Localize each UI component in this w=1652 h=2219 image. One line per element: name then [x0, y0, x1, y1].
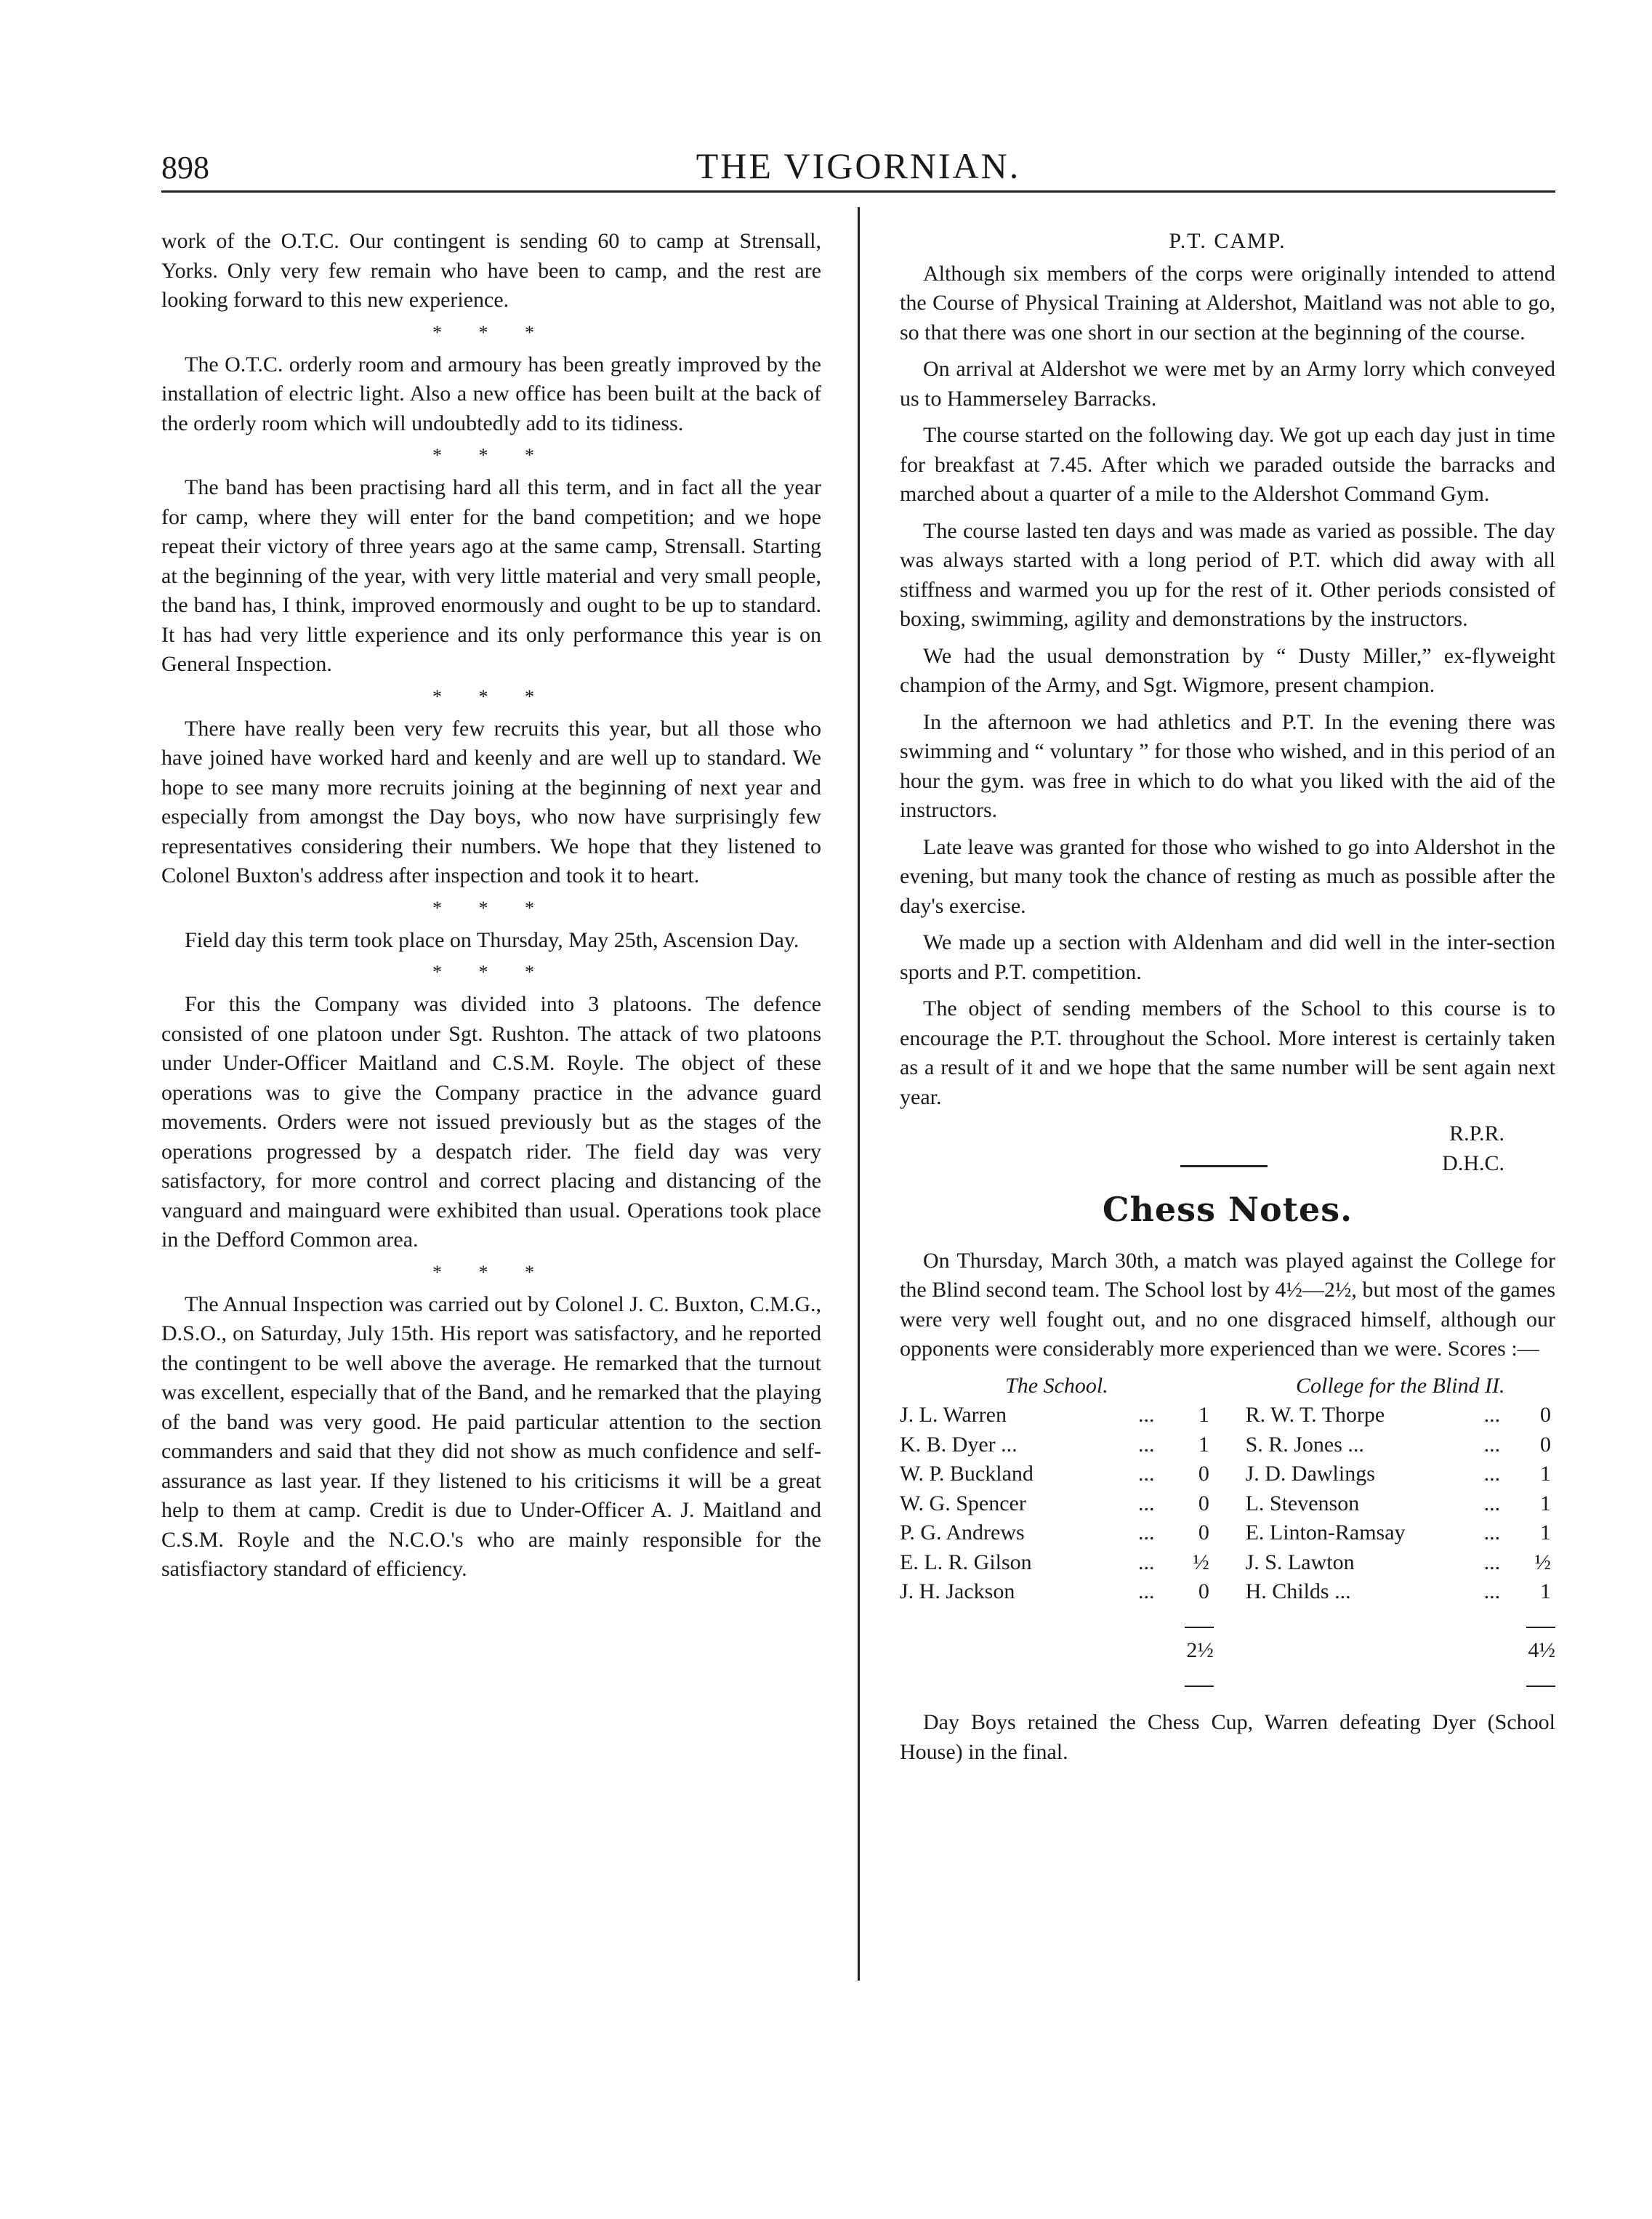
- column-divider: [858, 207, 860, 1981]
- player-name: S. R. Jones ...: [1245, 1432, 1364, 1457]
- leader-dots: ...: [1138, 1521, 1155, 1545]
- player-name: J. S. Lawton: [1245, 1550, 1355, 1574]
- paragraph: We had the usual demonstration by “ Dusty Miller,” ex-flyweight champion of the Army, and Sgt. Wigmore, present champion.: [900, 643, 1555, 697]
- right-column: [900, 227, 1555, 1774]
- total-school: 2½: [1186, 1638, 1214, 1662]
- player-name: J. H. Jackson: [900, 1579, 1015, 1603]
- leader-dots: ...: [1483, 1579, 1501, 1603]
- paragraph: The Annual Inspection was carried out by Colonel J. C. Buxton, C.M.G., D.S.O., on Saturday, July 15th. His report was satisfactory, and he reported the contingent to be well above the average. He remarked that the turnout was excellent, especially that of the Band, and he remarked that the playing of the band was very good. He paid particular attention to the section commanders and said that they did not show as much confidence and self-assurance as last year. If they listened to his criticisms it will be a great help to them at camp. Credit is due to Under-Officer A. J. Maitland and C.S.M. Royle and the N.C.O.'s who are mainly responsible for the satisfiactory standard of efficiency.: [161, 1292, 821, 1581]
- player-score: 0: [1540, 1403, 1551, 1427]
- leader-dots: ...: [1138, 1579, 1155, 1603]
- leader-dots: ...: [1483, 1550, 1501, 1574]
- paragraph: The course started on the following day. We got up each day just in time for breakfast at 7.45. After which we paraded outside the barracks and marched about a quarter of a mile to the Aldershot Command Gym.: [900, 423, 1555, 506]
- total-rule-row: [900, 1666, 1555, 1696]
- table-header-row: [900, 1372, 1555, 1401]
- page-number: 898: [161, 150, 209, 185]
- player-score: 0: [1198, 1579, 1209, 1603]
- paragraph: The band has been practising hard all this term, and in fact all the year for camp, where they will enter for the band competition; and we hope repeat their victory of three years ago at the same camp, Strensall. Starting at the beginning of the year, with very little material and very small people, the band has, I think, improved enormously and ought to be up to standard. It has had very little experience and its only performance this year is on General Inspection.: [161, 475, 821, 676]
- running-title: THE VIGORNIAN.: [696, 145, 1021, 186]
- total-rule: [1185, 1627, 1214, 1628]
- paragraph: The O.T.C. orderly room and armoury has been greatly improved by the installation of electric light. Also a new office has been built at the back of the orderly room which will undoubtedly add to its tidiness.: [161, 352, 821, 435]
- paragraph: For this the Company was divided into 3 platoons. The defence consisted of one platoon under Sgt. Rushton. The attack of two platoons under Under-Officer Maitland and C.S.M. Royle. The object of these operations was to give the Company practice in the advance guard movements. Orders were not issued previously but as the stages of the operations progressed by a despatch rider. The field day was very satisfactory, for more control and correct placing and distancing of the vanguard and mainguard were exhibited than usual. Operations took place in the Defford Common area.: [161, 992, 821, 1252]
- player-score: 0: [1198, 1462, 1209, 1486]
- paragraph: Although six members of the corps were originally intended to attend the Course of Physical Training at Aldershot, Maitland was not able to go, so that there was one short in our section at the beginning of the course.: [900, 261, 1555, 345]
- player-score: 1: [1198, 1403, 1209, 1427]
- header-college: College for the Blind II.: [1296, 1373, 1505, 1398]
- player-score: 1: [1540, 1462, 1551, 1486]
- paragraph: On Thursday, March 30th, a match was played against the College for the Blind second team. The School lost by 4½—2½, but most of the games were very well fought out, and no one disgraced himself, although our opponents were considerably more experienced than we were. Scores :—: [900, 1248, 1555, 1361]
- paragraph: Day Boys retained the Chess Cup, Warren defeating Dyer (School House) in the final.: [900, 1710, 1555, 1764]
- section-separator: * * *: [432, 1261, 550, 1283]
- signature-1: [900, 1119, 1555, 1149]
- leader-dots: ...: [1483, 1491, 1501, 1515]
- section-heading: P.T. CAMP.: [1169, 229, 1286, 253]
- leader-dots: ...: [1483, 1462, 1501, 1486]
- player-name: L. Stevenson: [1245, 1491, 1360, 1515]
- total-rule-row: [900, 1607, 1555, 1637]
- player-name: E. L. R. Gilson: [900, 1550, 1032, 1574]
- paragraph: work of the O.T.C. Our contingent is sending 60 to camp at Strensall, Yorks. Only very few remain who have been to camp, and the rest are looking forward to this new experience.: [161, 229, 821, 312]
- leader-dots: ...: [1138, 1491, 1155, 1515]
- total-rule: [1526, 1627, 1555, 1628]
- paragraph: Field day this term took place on Thursday, May 25th, Ascension Day.: [185, 927, 799, 952]
- player-name: R. W. T. Thorpe: [1245, 1403, 1385, 1427]
- header-school: The School.: [1005, 1373, 1108, 1398]
- section-separator: * * *: [432, 962, 550, 983]
- player-name: E. Linton-Ramsay: [1245, 1521, 1406, 1545]
- paragraph: Late leave was granted for those who wished to go into Aldershot in the evening, but many took the chance of resting as much as possible after the day's exercise.: [900, 834, 1555, 918]
- leader-dots: ...: [1483, 1403, 1501, 1427]
- paragraph: The object of sending members of the School to this course is to encourage the P.T. throughout the School. More interest is certainly taken as a result of it and we hope that the same number will be sent again next year.: [900, 996, 1555, 1109]
- section-separator: * * *: [432, 897, 550, 919]
- player-name: K. B. Dyer ...: [900, 1432, 1018, 1457]
- page-header: [161, 142, 1555, 193]
- leader-dots: ...: [1138, 1550, 1155, 1574]
- total-college: 4½: [1528, 1638, 1555, 1662]
- table-row: [900, 1401, 1555, 1430]
- chess-heading: Chess Notes.: [1102, 1190, 1353, 1229]
- paragraph: We made up a section with Aldenham and did well in the inter-section sports and P.T. competition.: [900, 930, 1555, 984]
- signature-initials: R.P.R.: [1449, 1121, 1504, 1145]
- table-row: [900, 1577, 1555, 1607]
- table-row: [900, 1459, 1555, 1489]
- section-separator: * * *: [432, 445, 550, 466]
- section-separator: * * *: [432, 321, 550, 343]
- total-rule: [1185, 1686, 1214, 1687]
- paragraph: On arrival at Aldershot we were met by an Army lorry which conveyed us to Hammerseley Barracks.: [900, 357, 1555, 411]
- player-name: H. Childs ...: [1245, 1579, 1351, 1603]
- player-score: 1: [1540, 1521, 1551, 1545]
- leader-dots: ...: [1138, 1432, 1155, 1457]
- total-rule: [1526, 1686, 1555, 1687]
- signature-2: [900, 1149, 1555, 1179]
- section-end-rule: [1180, 1165, 1268, 1167]
- signature-initials: D.H.C.: [1442, 1151, 1504, 1175]
- player-name: W. G. Spencer: [900, 1491, 1026, 1515]
- table-row: [900, 1518, 1555, 1548]
- leader-dots: ...: [1138, 1403, 1155, 1427]
- player-name: P. G. Andrews: [900, 1521, 1025, 1545]
- player-score: ½: [1534, 1550, 1551, 1574]
- player-score: 1: [1540, 1491, 1551, 1515]
- player-score: 0: [1198, 1521, 1209, 1545]
- player-name: W. P. Buckland: [900, 1462, 1033, 1486]
- paragraph: There have really been very few recruits this year, but all those who have joined have worked hard and keenly and are well up to standard. We hope to see many more recruits joining at the beginning of next year and especially from amongst the Day boys, who now have surprisingly few representatives considering their numbers. We hope that they listened to Colonel Buxton's address after inspection and took it to heart.: [161, 716, 821, 887]
- leader-dots: ...: [1483, 1521, 1501, 1545]
- score-table: [900, 1372, 1555, 1696]
- player-score: 0: [1540, 1432, 1551, 1457]
- header-rule: [161, 190, 1555, 193]
- left-column: [161, 227, 821, 1584]
- table-row: [900, 1548, 1555, 1578]
- player-score: 0: [1198, 1491, 1209, 1515]
- player-score: 1: [1540, 1579, 1551, 1603]
- table-row: [900, 1430, 1555, 1460]
- table-row: [900, 1489, 1555, 1519]
- section-separator: * * *: [432, 685, 550, 707]
- player-score: ½: [1193, 1550, 1209, 1574]
- paragraph: The course lasted ten days and was made as varied as possible. The day was always started with a long period of P.T. which did away with all stiffness and warmed you up for the rest of it. Other periods consisted of boxing, swimming, agility and demonstrations by the instructors.: [900, 518, 1555, 631]
- leader-dots: ...: [1483, 1432, 1501, 1457]
- player-name: J. L. Warren: [900, 1403, 1007, 1427]
- paragraph: In the afternoon we had athletics and P.T. In the evening there was swimming and “ voluntary ” for those who wished, and in this period of an hour the gym. was free in which to do what you liked with the aid of the instructors.: [900, 709, 1555, 822]
- leader-dots: ...: [1138, 1462, 1155, 1486]
- player-name: J. D. Dawlings: [1245, 1462, 1375, 1486]
- player-score: 1: [1198, 1432, 1209, 1457]
- total-row: [900, 1636, 1555, 1666]
